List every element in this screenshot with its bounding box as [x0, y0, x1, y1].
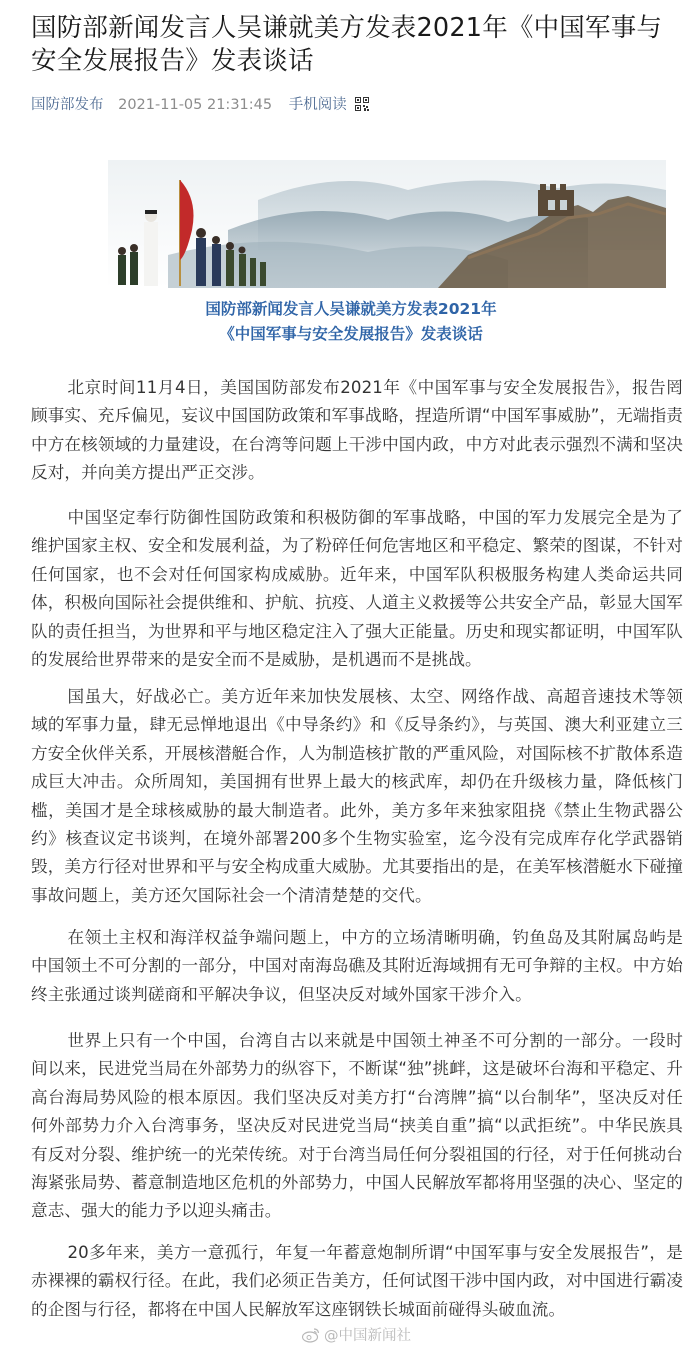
source-link[interactable]: 国防部发布: [31, 97, 104, 113]
qr-code-icon[interactable]: [355, 97, 369, 111]
paragraph-3: 国虽大，好战必亡。美方近年来加快发展核、太空、网络作战、高超音速技术等领域的军事力量，肆无忌惮地退出《中导条约》和《反导条约》，与英国、澳大利亚建立三方安全伙伴关系，开展核潜艇合作，人为制造核扩散的严重风险，对国际核不扩散体系造成巨大冲击。众所周知，美国拥有世界上最大的核武库，却仍在升级核力量，降低核门槛，美国才是全球核威胁的最大制造者。此外，美方多年来独家阻挠《禁止生物武器公约》核查议定书谈判，在境外部署200多个生物实验室，迄今没有完成库存化学武器销毁，美方行径对世界和平与安全构成重大威胁。尤其要指出的是，在美军核潜艇水下碰撞事故问题上，美方还欠国际社会一个清清楚楚的交代。: [31, 687, 683, 905]
subtitle-line-1: 国防部新闻发言人吴谦就美方发表2021年: [205, 300, 497, 318]
paragraph-2: 中国坚定奉行防御性国防政策和积极防御的军事战略，中国的军力发展完全是为了维护国家主权、安全和发展利益，为了粉碎任何危害地区和平稳定、繁荣的图谋，不针对任何国家，也不会对任何国家构成威胁。近年来，中国军队积极服务构建人类命运共同体，积极向国际社会提供维和、护航、抗疫、人道主义救援等公共安全产品，彰显大国军队的责任担当，为世界和平与地区稳定注入了强大正能量。历史和现实都证明，中国军队的发展给世界带来的是安全而不是威胁，是机遇而不是挑战。: [31, 508, 683, 670]
paragraph-6: 20多年来，美方一意孤行，年复一年蓄意炮制所谓“中国军事与安全发展报告”，是赤裸裸的霸权行径。在此，我们必须正告美方，任何试图干涉中国内政，对中国进行霸凌的企图与行径，都将在中国人民解放军这座钢铁长城面前碰得头破血流。: [31, 1243, 683, 1319]
paragraph-4: 在领土主权和海洋权益争端问题上，中方的立场清晰明确，钓鱼岛及其附属岛屿是中国领土不可分割的一部分，中国对南海岛礁及其附近海域拥有无可争辩的主权。中方始终主张通过谈判磋商和平解决争议，但坚决反对域外国家干涉介入。: [31, 928, 683, 1004]
watermark-text: @中国新闻社: [324, 1328, 411, 1344]
mobile-read-link[interactable]: 手机阅读: [288, 97, 347, 113]
paragraph-5: 世界上只有一个中国，台湾自古以来就是中国领土神圣不可分割的一部分。一段时间以来，民进党当局在外部势力的纵容下，不断谋“独”挑衅，这是破坏台海和平稳定、升高台海局势风险的根本原因。我们坚决反对美方打“台湾牌”搞“以台制华”，坚决反对任何外部势力介入台湾事务，坚决反对民进党当局“挟美自重”搞“以武拒统”。中华民族具有反对分裂、维护统一的光荣传统。对于台湾当局任何分裂祖国的行径，对于任何挑动台海紧张局势、蓄意制造地区危机的外部势力，中国人民解放军都将用坚强的决心、坚定的意志、强大的能力予以迎头痛击。: [31, 1031, 683, 1221]
banner-image: [108, 160, 666, 288]
watermark: [302, 1324, 411, 1345]
article-meta: [31, 93, 369, 114]
subtitle-line-2: 《中国军事与安全发展报告》发表谈话: [219, 325, 483, 343]
paragraph-1: 北京时间11月4日，美国国防部发布2021年《中国军事与安全发展报告》，报告罔顾事实、充斥偏见，妄议中国国防政策和军事战略，捏造所谓“中国军事威胁”，无端指责中方在核领域的力量建设，在台湾等问题上干涉中国内政，中方对此表示强烈不满和坚决反对，并向美方提出严正交涉。: [31, 378, 683, 483]
publish-time: 2021-11-05 21:31:45: [118, 97, 273, 113]
article-subtitle: [31, 297, 671, 347]
weibo-icon: [302, 1327, 320, 1343]
article-title: 国防部新闻发言人吴谦就美方发表2021年《中国军事与安全发展报告》发表谈话: [31, 13, 663, 76]
